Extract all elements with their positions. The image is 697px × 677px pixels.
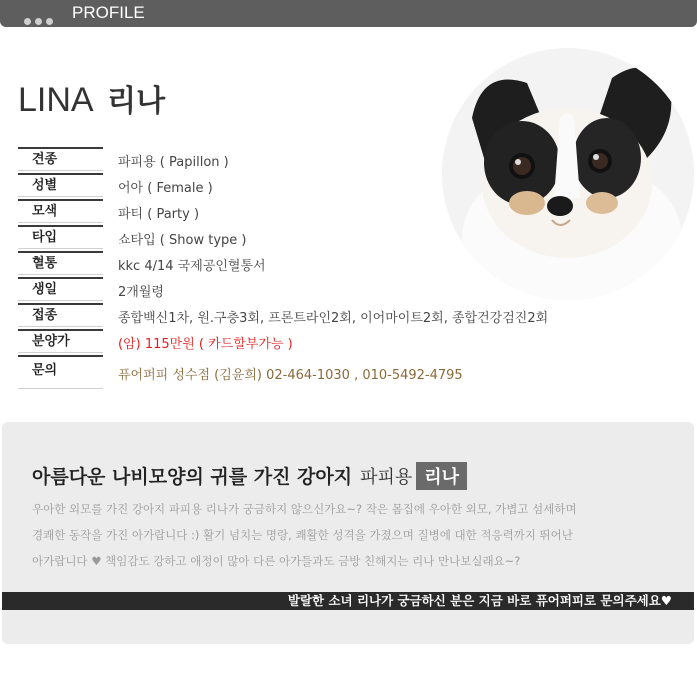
info-label: 생일 (18, 277, 103, 301)
info-value: 파티 ( Party ) (118, 207, 200, 222)
info-label: 혈통 (18, 251, 103, 275)
intro-panel (2, 422, 694, 644)
info-row-pedigree (18, 251, 528, 277)
intro-line: 우아한 외모를 가진 강아지 파피용 리나가 궁금하지 않으신가요~? 작은 몸집에 우아한 외모, 가볍고 섬세하며 (32, 502, 577, 516)
info-label: 모색 (18, 199, 103, 223)
info-row-price (18, 329, 528, 355)
intro-line: 경쾌한 동작을 가진 아가랍니다 :) 활기 넘치는 명랑, 쾌활한 성격을 가졌으며 질병에 대한 적응력까지 뛰어난 (32, 528, 573, 542)
info-row-type (18, 225, 528, 251)
intro-line: 아가랍니다 ♥ 책임감도 강하고 애정이 많아 다른 아가들과도 금방 친해지는 리나 만나보실래요~? (32, 554, 521, 568)
header-title: PROFILE (72, 3, 145, 22)
info-label: 견종 (18, 147, 103, 171)
intro-breed: 파피용 (360, 467, 413, 488)
intro-headline-row (32, 462, 467, 490)
cta-text: 발랄한 소녀 리나가 궁금하신 분은 지금 바로 퓨어퍼피로 문의주세요♥ (287, 593, 672, 608)
info-label: 문의 (18, 355, 103, 389)
info-value: 파피용 ( Papillon ) (118, 155, 229, 170)
info-value: 종합백신1차, 원.구충3회, 프론트라인2회, 이어마이트2회, 종합건강검진2회 (118, 311, 549, 326)
info-label: 성별 (18, 173, 103, 197)
profile-name (18, 76, 165, 120)
info-label: 접종 (18, 303, 103, 327)
profile-info-table (18, 147, 549, 391)
info-row-gender (18, 173, 528, 199)
name-korean: 리나 (107, 84, 166, 119)
info-value: 쇼타입 ( Show type ) (118, 233, 247, 248)
info-value: 2개월령 (118, 285, 164, 300)
info-row-contact (18, 355, 528, 391)
info-row-vaccination (18, 303, 549, 329)
price-value: (암) 115만원 ( 카드할부가능 ) (118, 337, 293, 352)
info-value: kkc 4/14 국제공인혈통서 (118, 259, 266, 274)
cta-bar (2, 592, 694, 610)
name-english: LINA (18, 81, 92, 119)
info-row-birth (18, 277, 528, 303)
name-badge: 리나 (416, 462, 467, 490)
info-label: 타입 (18, 225, 103, 249)
intro-description (32, 496, 692, 574)
dots-icon (24, 10, 57, 29)
intro-headline: 아름다운 나비모양의 귀를 가진 강아지 (32, 466, 353, 488)
info-value: 어아 ( Female ) (118, 181, 213, 196)
info-row-color (18, 199, 528, 225)
info-row-breed (18, 147, 528, 173)
info-label: 분양가 (18, 329, 103, 353)
profile-header-bar (0, 0, 697, 27)
contact-value: 퓨어퍼피 성수점 (김윤희) 02-464-1030 , 010-5492-4795 (118, 368, 463, 383)
